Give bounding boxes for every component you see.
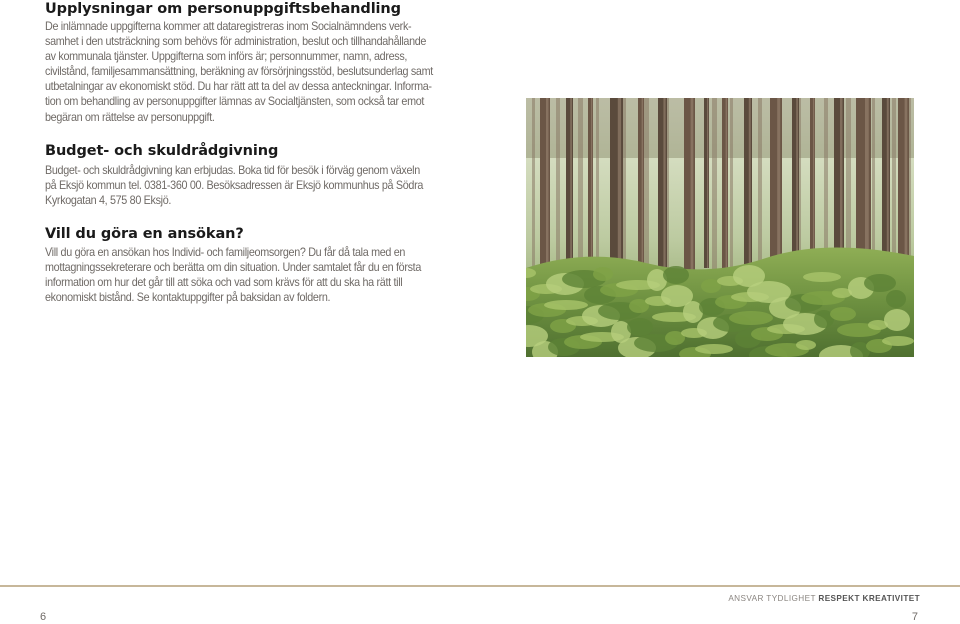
heading-budget: Budget- och skuldrådgivning	[45, 143, 279, 159]
paragraph-ansokan	[45, 245, 422, 305]
paragraph-budget	[45, 163, 424, 208]
text-line: mottagningssekreterare och berätta om din situation. Under samtalet får du en första	[45, 261, 422, 275]
text-line: De inlämnade uppgifterna kommer att dataregistreras inom Socialnämndens verk-	[45, 20, 412, 33]
text-line: Kyrkogatan 4, 575 80 Eksjö.	[45, 194, 172, 208]
footer-rule	[0, 585, 960, 587]
text-line: utbetalningar av ekonomiskt stöd. Du har rätt att ta del av dessa anteckningar. Informa-	[45, 80, 432, 94]
heading-personuppgifter: Upplysningar om personuppgiftsbehandling	[45, 1, 401, 17]
text-line: på Eksjö kommun tel. 0381-360 00. Besöksadressen är Eksjö kommunhus på Södra	[45, 179, 424, 193]
values-tagline	[728, 594, 920, 603]
text-line: begäran om rättelse av personuppgift.	[45, 110, 215, 124]
page-number-left: 6	[40, 611, 47, 623]
forest-photo	[526, 98, 914, 357]
text-line: tion om behandling av personuppgifter lämnas av Socialtjänsten, som också tar emot	[45, 95, 425, 109]
page-number-right: 7	[911, 611, 918, 623]
text-line: information om hur det går till att söka och vad som krävs för att du ska ha rätt till	[45, 276, 403, 290]
values-light: ANSVAR TYDLIGHET	[728, 594, 819, 603]
values-bold: RESPEKT KREATIVITET	[818, 594, 920, 603]
paragraph-personuppgifter	[45, 19, 433, 125]
text-line: samhet i den utsträckning som behövs för administration, beslut och tillhandahållande	[45, 35, 427, 49]
heading-ansokan: Vill du göra en ansökan?	[45, 226, 244, 242]
forest-illustration	[526, 98, 914, 357]
text-line: ekonomiskt bistånd. Se kontaktuppgifter på baksidan av foldern.	[45, 291, 331, 305]
text-line: Vill du göra en ansökan hos Individ- och familjeomsorgen? Du får då tala med en	[45, 246, 406, 259]
text-line: civilstånd, familjesammansättning, beräkning av försörjningsstöd, beslutsunderlag samt	[45, 65, 433, 79]
text-line: Budget- och skuldrådgivning kan erbjudas. Boka tid för besök i förväg genom växeln	[45, 164, 420, 177]
text-line: av kommunala tjänster. Uppgifterna som införs är; personnummer, namn, adress,	[45, 50, 408, 64]
